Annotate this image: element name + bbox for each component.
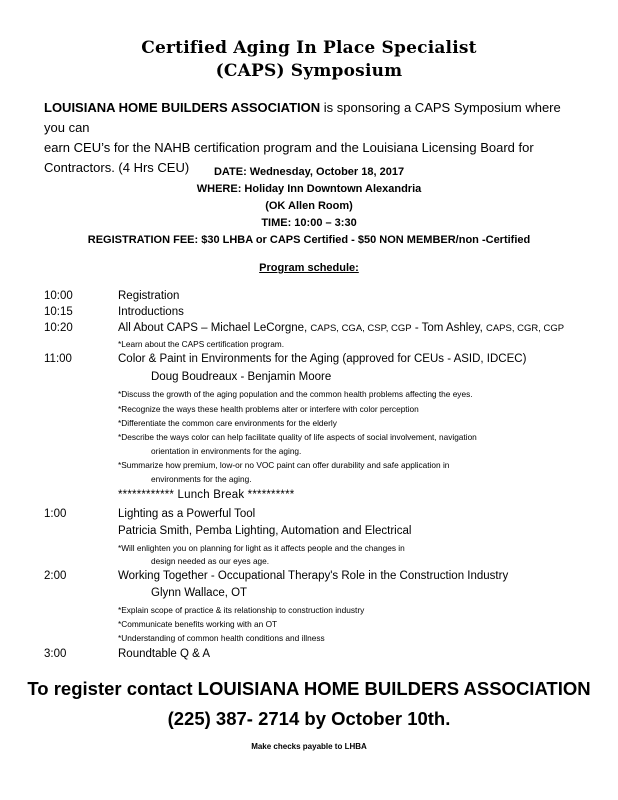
caps-speaker-2: - Tom Ashley, bbox=[411, 322, 486, 334]
schedule-time: 1:00 bbox=[44, 508, 67, 520]
color-note: *Differentiate the common care environments for the elderly bbox=[118, 418, 337, 428]
title-line-2: (CAPS) Symposium bbox=[215, 61, 403, 81]
intro-line-1-rest: is sponsoring a CAPS Symposium where you can bbox=[44, 100, 561, 135]
schedule-time: 3:00 bbox=[44, 648, 67, 660]
schedule-item-registration: Registration bbox=[118, 290, 180, 302]
intro-line-2: earn CEU’s for the NAHB certification program and the Louisiana Licensing Board for bbox=[44, 140, 534, 155]
lighting-note: *Will enlighten you on planning for light as it affects people and the changes in bbox=[118, 543, 405, 553]
color-note-continued: orientation in environments for the aging. bbox=[151, 446, 302, 456]
schedule-item-lighting: Lighting as a Powerful Tool bbox=[118, 508, 256, 520]
schedule-time: 10:00 bbox=[44, 290, 73, 302]
color-note: *Recognize the ways these health problems alter or interfere with color perception bbox=[118, 404, 419, 414]
lighting-speaker: Patricia Smith, Pemba Lighting, Automation and Electrical bbox=[118, 525, 412, 537]
event-room: (OK Allen Room) bbox=[265, 200, 353, 212]
program-schedule-heading: Program schedule: bbox=[259, 262, 359, 274]
schedule-item-color-paint: Color & Paint in Environments for the Aging (approved for CEUs - ASID, IDCEC) bbox=[118, 353, 527, 365]
schedule-item-roundtable: Roundtable Q & A bbox=[118, 648, 211, 660]
title-line-1: Certified Aging In Place Specialist bbox=[141, 38, 477, 58]
ot-note: *Explain scope of practice & its relationship to construction industry bbox=[118, 605, 365, 615]
intro-line-3: Contractors. (4 Hrs CEU) bbox=[44, 160, 190, 175]
schedule-time: 10:20 bbox=[44, 322, 73, 334]
caps-credentials-1: CAPS, CGA, CSP, CGP bbox=[310, 323, 412, 334]
color-paint-speaker: Doug Boudreaux - Benjamin Moore bbox=[151, 371, 332, 383]
event-time: TIME: 10:00 – 3:30 bbox=[261, 217, 357, 229]
color-note: *Describe the ways color can help facilitate quality of life aspects of social involvement, navigation bbox=[118, 432, 477, 442]
ot-note: *Understanding of common health conditions and illness bbox=[118, 633, 325, 643]
schedule-time: 2:00 bbox=[44, 570, 67, 582]
sponsor-name: LOUISIANA HOME BUILDERS ASSOCIATION bbox=[44, 100, 321, 115]
color-note-continued: environments for the aging. bbox=[151, 474, 252, 484]
checks-payable-note: Make checks payable to LHBA bbox=[251, 742, 367, 751]
registration-fee: REGISTRATION FEE: $30 LHBA or CAPS Certified - $50 NON MEMBER/non -Certified bbox=[87, 234, 531, 246]
register-phone-deadline: (225) 387- 2714 by October 10th. bbox=[167, 708, 451, 729]
intro-line-1 bbox=[44, 98, 584, 138]
schedule-item-caps bbox=[118, 322, 564, 334]
event-date: DATE: Wednesday, October 18, 2017 bbox=[213, 166, 405, 178]
caps-note: *Learn about the CAPS certification program. bbox=[118, 339, 285, 349]
schedule-time: 10:15 bbox=[44, 306, 73, 318]
color-note: *Discuss the growth of the aging population and the common health problems affecting the eyes. bbox=[118, 389, 473, 399]
occupational-therapy-speaker: Glynn Wallace, OT bbox=[151, 587, 248, 599]
schedule-item-introductions: Introductions bbox=[118, 306, 184, 318]
lighting-note-continued: design needed as our eyes age. bbox=[151, 556, 270, 566]
lunch-break: ************ Lunch Break ********** bbox=[118, 489, 295, 501]
event-location: WHERE: Holiday Inn Downtown Alexandria bbox=[196, 183, 422, 195]
register-contact: To register contact LOUISIANA HOME BUILDERS ASSOCIATION bbox=[27, 678, 591, 699]
color-note: *Summarize how premium, low-or no VOC paint can offer durability and safe application in bbox=[118, 460, 450, 470]
schedule-item-occupational-therapy: Working Together - Occupational Therapy's Role in the Construction Industry bbox=[118, 570, 509, 582]
schedule-time: 11:00 bbox=[44, 353, 72, 365]
ot-note: *Communicate benefits working with an OT bbox=[118, 619, 278, 629]
caps-credentials-2: CAPS, CGR, CGP bbox=[485, 323, 565, 334]
caps-speaker-1: All About CAPS – Michael LeCorgne, bbox=[118, 322, 311, 334]
